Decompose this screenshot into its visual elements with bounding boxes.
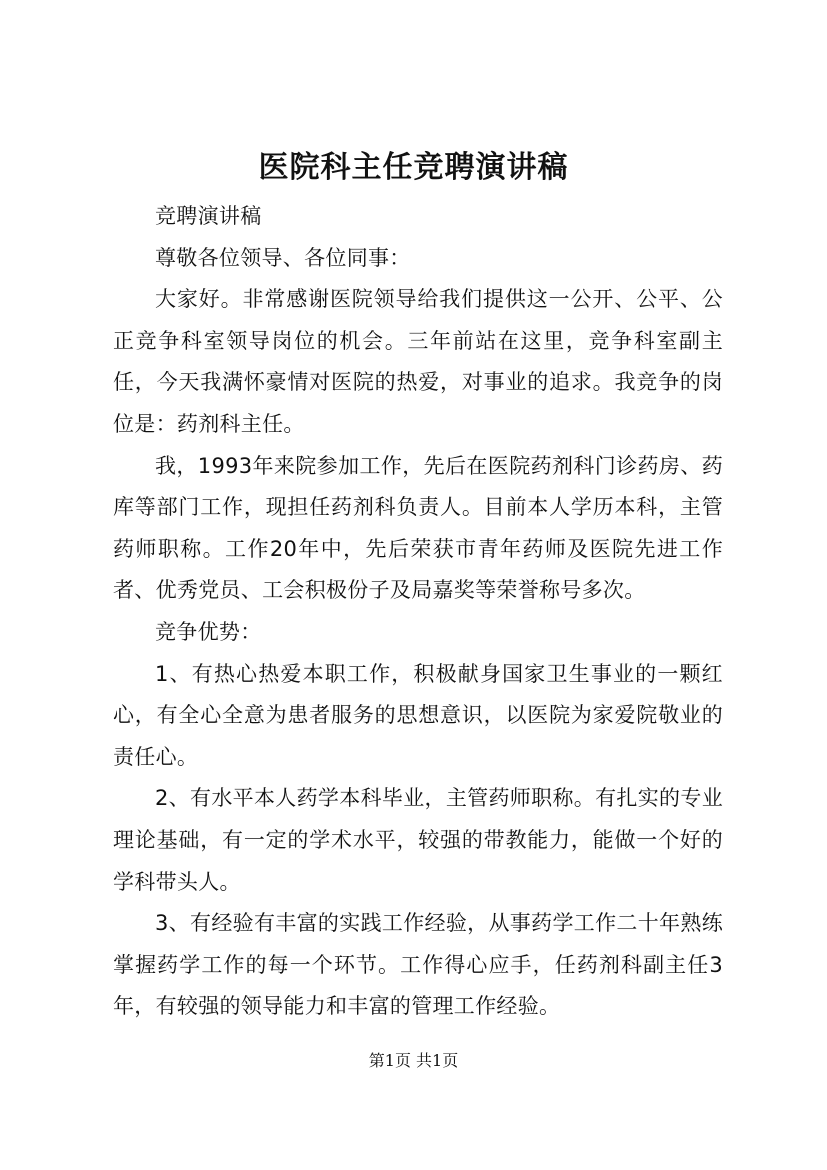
paragraph-advantage-1: 1、有热心热爱本职工作，积极献身国家卫生事业的一颗红心，有全心全意为患者服务的思想意识，以医院为家爱院敬业的责任心。 [113,661,723,769]
document-title: 医院科主任竞聘演讲稿 [258,150,569,185]
paragraph-heading: 竞聘演讲稿 [155,204,262,228]
document-body [113,196,723,1028]
paragraph-advantage-3: 3、有经验有丰富的实践工作经验，从事药学工作二十年熟练掌握药学工作的每一个环节。工作得心应手，任药剂科副主任3年，有较强的领导能力和丰富的管理工作经验。 [113,911,723,1019]
paragraph-background: 我，1993年来院参加工作，先后在医院药剂科门诊药房、药库等部门工作，现担任药剂科负责人。目前本人学历本科，主管药师职称。工作20年中，先后荣获市青年药师及医院先进工作者、优秀党员、工会积极份子及局嘉奖等荣誉称号多次。 [113,453,723,603]
paragraph-advantage-2: 2、有水平本人药学本科毕业，主管药师职称。有扎实的专业理论基础，有一定的学术水平，较强的带教能力，能做一个好的学科带头人。 [113,786,723,894]
paragraph-greeting: 大家好。非常感谢医院领导给我们提供这一公开、公平、公正竞争科室领导岗位的机会。三年前站在这里，竞争科室副主任，今天我满怀豪情对医院的热爱，对事业的追求。我竞争的岗位是：药剂科主任。 [113,287,723,436]
paragraph-advantages-heading: 竞争优势： [155,619,262,644]
paragraph-salutation: 尊敬各位领导、各位同事： [155,245,411,270]
page-footer: 第1页 共1页 [368,1051,459,1070]
